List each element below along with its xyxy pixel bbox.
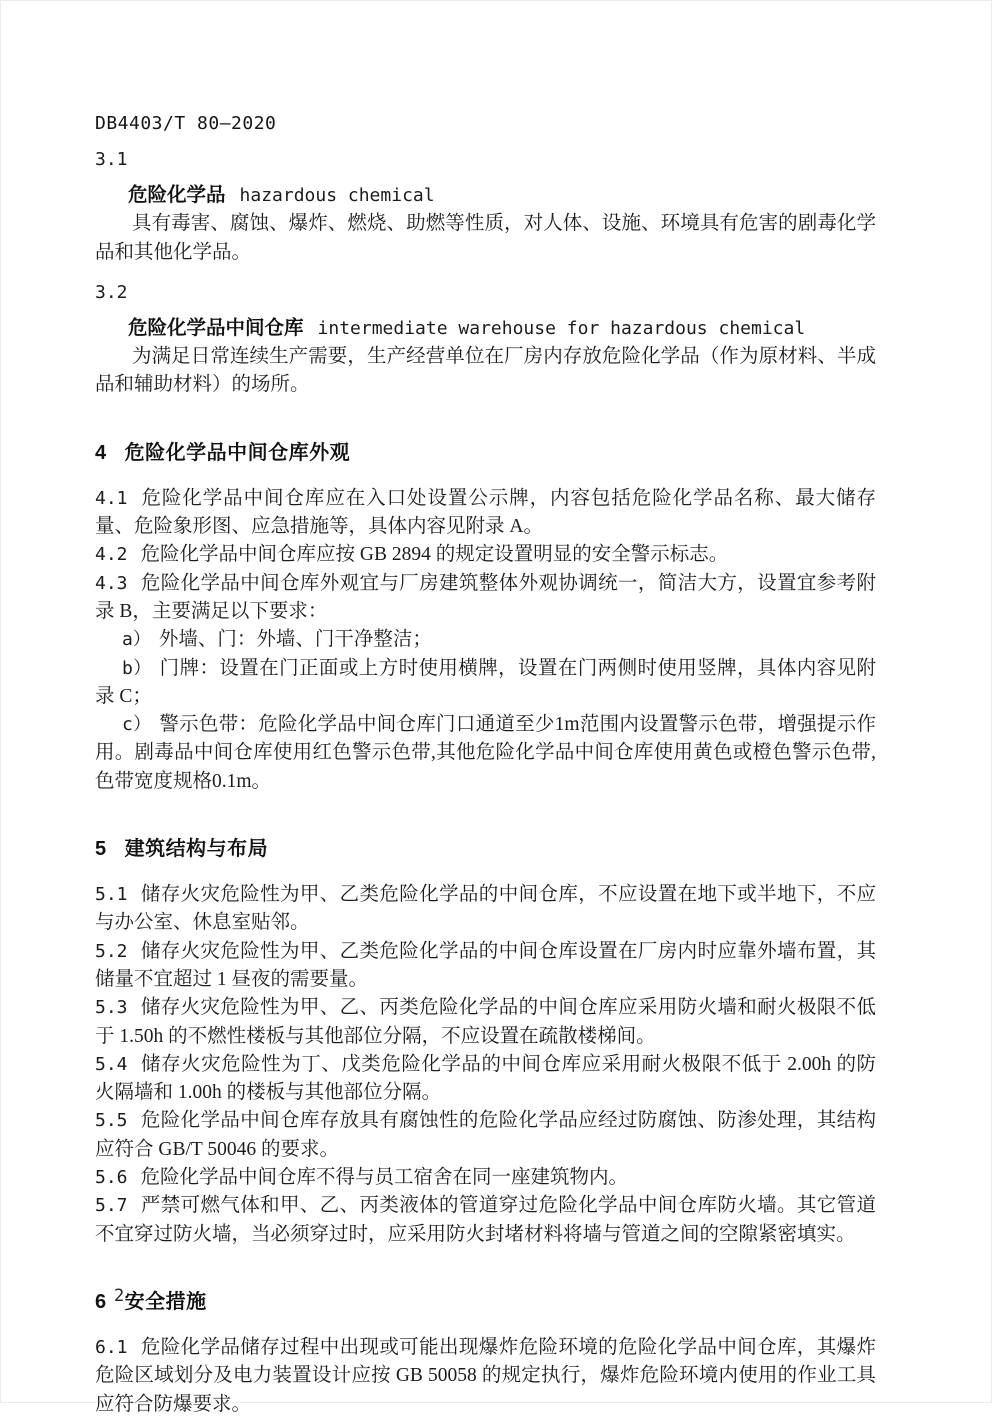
clause-number: 4.2 xyxy=(95,544,128,566)
section-number: 5 xyxy=(95,838,107,861)
list-item-label: b） xyxy=(122,657,152,679)
term-definition: 具有毒害、腐蚀、爆炸、燃烧、助燃等性质，对人体、设施、环境具有危害的剧毒化学品和其他化学品。 xyxy=(95,213,876,263)
list-item-a xyxy=(95,626,876,654)
list-item-b xyxy=(95,655,876,712)
clause-5-4 xyxy=(95,1051,876,1108)
clause-6-1 xyxy=(95,1334,876,1419)
clause-text: 储存火灾危险性为甲、乙类危险化学品的中间仓库设置在厂房内时应靠外墙布置，其储量不宜超过 1 昼夜的需要量。 xyxy=(95,940,876,990)
section-title: 安全措施 xyxy=(124,1290,207,1313)
clause-number: 5.5 xyxy=(95,1110,128,1132)
clause-number: 6.1 xyxy=(95,1336,128,1358)
term-english: intermediate warehouse for hazardous chemical xyxy=(317,317,806,339)
term-block-3-2 xyxy=(95,282,876,400)
clause-number: 5.4 xyxy=(95,1053,128,1075)
term-number: 3.2 xyxy=(95,281,128,303)
clause-5-6 xyxy=(95,1164,876,1192)
doc-header: DB4403/T 80—2020 xyxy=(95,113,277,134)
clause-text: 储存火灾危险性为甲、乙、丙类危险化学品的中间仓库应采用防火墙和耐火极限不低于 1.50h 的不燃性楼板与其他部位分隔，不应设置在疏散楼梯间。 xyxy=(95,997,876,1047)
clause-number: 5.2 xyxy=(95,940,128,962)
clause-number: 4.3 xyxy=(95,572,128,594)
section-number: 4 xyxy=(95,441,107,464)
clause-number: 5.3 xyxy=(95,997,128,1019)
clause-text: 危险化学品中间仓库应按 GB 2894 的规定设置明显的安全警示标志。 xyxy=(140,544,729,566)
clause-text: 严禁可燃气体和甲、乙、丙类液体的管道穿过危险化学品中间仓库防火墙。其它管道不宜穿过防火墙，当必须穿过时，应采用防火封堵材料将墙与管道之间的空隙紧密填实。 xyxy=(95,1195,876,1245)
list-item-text: 警示色带：危险化学品中间仓库门口通道至少1m范围内设置警示色带，增强提示作用。剧毒品中间仓库使用红色警示色带,其他危险化学品中间仓库使用黄色或橙色警示色带,色带宽度规格0.1m。 xyxy=(95,714,877,792)
clause-5-7 xyxy=(95,1192,876,1249)
clause-number: 5.1 xyxy=(95,884,128,906)
clause-4-3 xyxy=(95,570,876,627)
term-name: 危险化学品 xyxy=(128,184,226,206)
list-item-text: 门牌：设置在门正面或上方时使用横牌，设置在门两侧时使用竖牌，具体内容见附录 C； xyxy=(95,657,876,707)
term-definition: 为满足日常连续生产需要，生产经营单位在厂房内存放危险化学品（作为原材料、半成品和辅助材料）的场所。 xyxy=(95,346,876,396)
term-name: 危险化学品中间仓库 xyxy=(128,316,304,339)
clause-5-5 xyxy=(95,1107,876,1164)
list-item-label: a） xyxy=(122,629,151,651)
clause-5-2 xyxy=(95,938,876,995)
clause-number: 5.6 xyxy=(95,1167,128,1189)
clause-text: 危险化学品中间仓库外观宜与厂房建筑整体外观协调统一，简洁大方，设置宜参考附录 B，主要满足以下要求： xyxy=(95,572,876,622)
clause-text: 危险化学品中间仓库应在入口处设置公示牌，内容包括危险化学品名称、最大储存量、危险象形图、应急措施等，具体内容见附录 A。 xyxy=(95,487,876,538)
clause-text: 储存火灾危险性为丁、戊类危险化学品的中间仓库应采用耐火极限不低于 2.00h 的防火隔墙和 1.00h 的楼板与其他部位分隔。 xyxy=(95,1053,876,1104)
list-item-label: c） xyxy=(122,714,152,736)
clause-5-1 xyxy=(95,881,876,938)
term-number: 3.1 xyxy=(95,149,128,170)
list-item-text: 外墙、门：外墙、门干净整洁； xyxy=(158,629,432,651)
term-english: hazardous chemical xyxy=(239,185,435,206)
clause-4-1 xyxy=(95,485,876,542)
section-heading-4 xyxy=(95,436,876,465)
clause-5-3 xyxy=(95,994,876,1051)
clause-text: 危险化学品中间仓库存放具有腐蚀性的危险化学品应经过防腐蚀、防渗处理，其结构应符合 GB/T 50046 的要求。 xyxy=(95,1110,876,1160)
section-number: 6 xyxy=(95,1290,107,1313)
term-heading xyxy=(95,314,876,343)
page-number: 2 xyxy=(114,1286,125,1306)
term-block-3-1 xyxy=(95,149,876,267)
section-title: 危险化学品中间仓库外观 xyxy=(124,441,351,464)
section-heading-5 xyxy=(95,832,876,861)
section-heading-6 xyxy=(95,1285,876,1314)
term-heading xyxy=(95,181,876,210)
section-title: 建筑结构与布局 xyxy=(124,838,269,861)
clause-text: 危险化学品储存过程中出现或可能出现爆炸危险环境的危险化学品中间仓库，其爆炸危险区域划分及电力装置设计应按 GB 50058 的规定执行，爆炸危险环境内使用的作业工具应符合防爆要求。 xyxy=(95,1336,876,1415)
clause-4-2 xyxy=(95,541,876,569)
clause-number: 5.7 xyxy=(95,1195,128,1217)
list-item-c xyxy=(95,711,876,796)
clause-text: 危险化学品中间仓库不得与员工宿舍在同一座建筑物内。 xyxy=(140,1167,629,1189)
clause-text: 储存火灾危险性为甲、乙类危险化学品的中间仓库，不应设置在地下或半地下，不应与办公室、休息室贴邻。 xyxy=(95,884,876,934)
clause-number: 4.1 xyxy=(95,487,128,509)
